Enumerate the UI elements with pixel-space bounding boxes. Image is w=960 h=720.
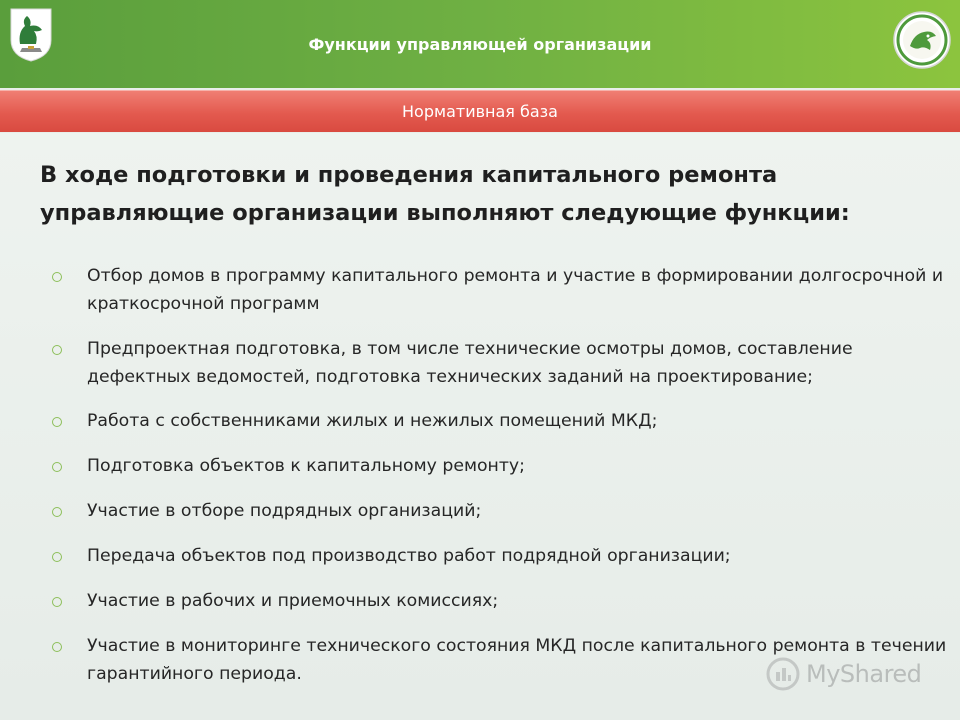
- list-item-text: Работа с собственниками жилых и нежилых помещений МКД;: [87, 411, 658, 431]
- list-item-text: Предпроектная подготовка, в том числе технические осмотры домов, составление дефектных ведомостей, подготовка технических заданий на проектирование;: [87, 339, 853, 387]
- list-item-text: Подготовка объектов к капитальному ремонту;: [87, 456, 525, 476]
- section-title: Нормативная база: [402, 101, 558, 121]
- list-item-text: Передача объектов под производство работ подрядной организации;: [87, 546, 731, 566]
- bullet-icon: [52, 597, 62, 607]
- bullet-icon: [52, 272, 62, 282]
- myshared-logo-icon: [766, 657, 800, 691]
- watermark-text: MyShared: [806, 660, 922, 688]
- content-heading: В ходе подготовки и проведения капитального ремонта управляющие организации выполняют следующие функции:: [40, 162, 850, 226]
- bullet-icon: [52, 642, 62, 652]
- watermark: [766, 654, 936, 694]
- tatarstan-emblem-icon: [892, 10, 952, 70]
- page-title: Функции управляющей организации: [308, 34, 652, 54]
- bullet-icon: [52, 507, 62, 517]
- list-item-text: Отбор домов в программу капитального ремонта и участие в формировании долгосрочной и краткосрочной программ: [87, 266, 944, 314]
- list-item-text: Участие в отборе подрядных организаций;: [87, 501, 482, 521]
- bullet-icon: [52, 417, 62, 427]
- list-item-text: Участие в рабочих и приемочных комиссиях;: [87, 591, 499, 611]
- bullet-icon: [52, 345, 62, 355]
- bullet-icon: [52, 552, 62, 562]
- bullet-icon: [52, 462, 62, 472]
- list-item-text: Участие в мониторинге технического состояния МКД после капитального ремонта в течении гарантийного периода.: [87, 636, 947, 684]
